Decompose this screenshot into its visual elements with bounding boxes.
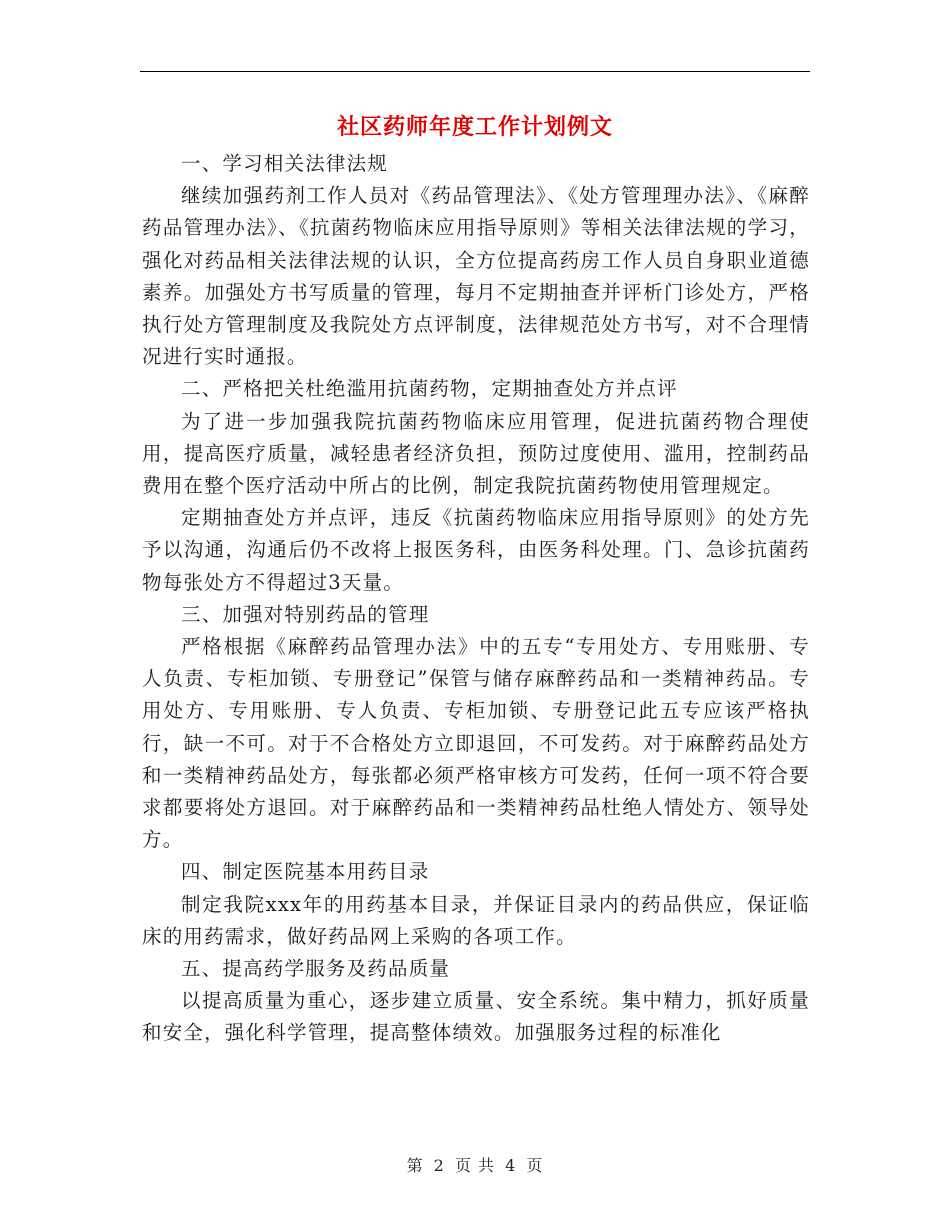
paragraph: 继续加强药剂工作人员对《药品管理法》、《处方管理理办法》、《麻醉药品管理办法》、《抗菌药物临床应用指导原则》等相关法律法规的学习，强化对药品相关法律法规的认识，全方位提高药房工作人员自身职业道德素养。加强处方书写质量的管理，每月不定期抽查并评析门诊处方，严格执行处方管理制度及我院处方点评制度，法律规范处方书写，对不合理情况进行实时通报。 bbox=[142, 184, 810, 369]
paragraph: 制定我院xxx年的用药基本目录，并保证目录内的药品供应，保证临床的用药需求，做好药品网上采购的各项工作。 bbox=[142, 892, 810, 948]
section-heading-3: 三、加强对特别药品的管理 bbox=[181, 602, 430, 626]
footer-total-pages: 4 bbox=[505, 1156, 517, 1175]
paragraph: 严格根据《麻醉药品管理办法》中的五专“专用处方、专用账册、专人负责、专柜加锁、专册登记”保管与储存麻醉药品和一类精神药品。专用处方、专用账册、专人负责、专柜加锁、专册登记此五专应该严格执行，缺一不可。对于不合格处方立即退回，不可发药。对于麻醉药品处方和一类精神药品处方，每张都必须严格审核方可发药，任何一项不符合要求都要将处方退回。对于麻醉药品和一类精神药品杜绝人情处方、领导处方。 bbox=[142, 635, 810, 852]
paragraph: 以提高质量为重心，逐步建立质量、安全系统。集中精力，抓好质量和安全，强化科学管理，提高整体绩效。加强服务过程的标准化 bbox=[142, 989, 810, 1045]
section-heading-5: 五、提高药学服务及药品质量 bbox=[181, 957, 451, 981]
section-heading-4: 四、制定医院基本用药目录 bbox=[181, 860, 430, 884]
paragraph: 为了进一步加强我院抗菌药物临床应用管理，促进抗菌药物合理使用，提高医疗质量，减轻患者经济负担，预防过度使用、滥用，控制药品费用在整个医疗活动中所占的比例，制定我院抗菌药物使用管理规定。 bbox=[142, 409, 810, 498]
page-footer bbox=[0, 1153, 950, 1176]
footer-page-number: 2 bbox=[433, 1156, 445, 1175]
footer-suffix: 页 bbox=[526, 1156, 544, 1175]
header-rule bbox=[140, 71, 810, 72]
footer-middle: 页 共 bbox=[454, 1156, 496, 1175]
section-heading-2: 二、严格把关杜绝滥用抗菌药物，定期抽查处方并点评 bbox=[181, 377, 678, 401]
footer-prefix: 第 bbox=[406, 1156, 424, 1175]
document-title: 社区药师年度工作计划例文 bbox=[336, 115, 613, 140]
paragraph: 定期抽查处方并点评，违反《抗菌药物临床应用指导原则》的处方先予以沟通，沟通后仍不改将上报医务科，由医务科处理。门、急诊抗菌药物每张处方不得超过3天量。 bbox=[142, 506, 810, 594]
section-heading-1: 一、学习相关法律法规 bbox=[181, 152, 389, 175]
document-body bbox=[142, 148, 810, 1050]
